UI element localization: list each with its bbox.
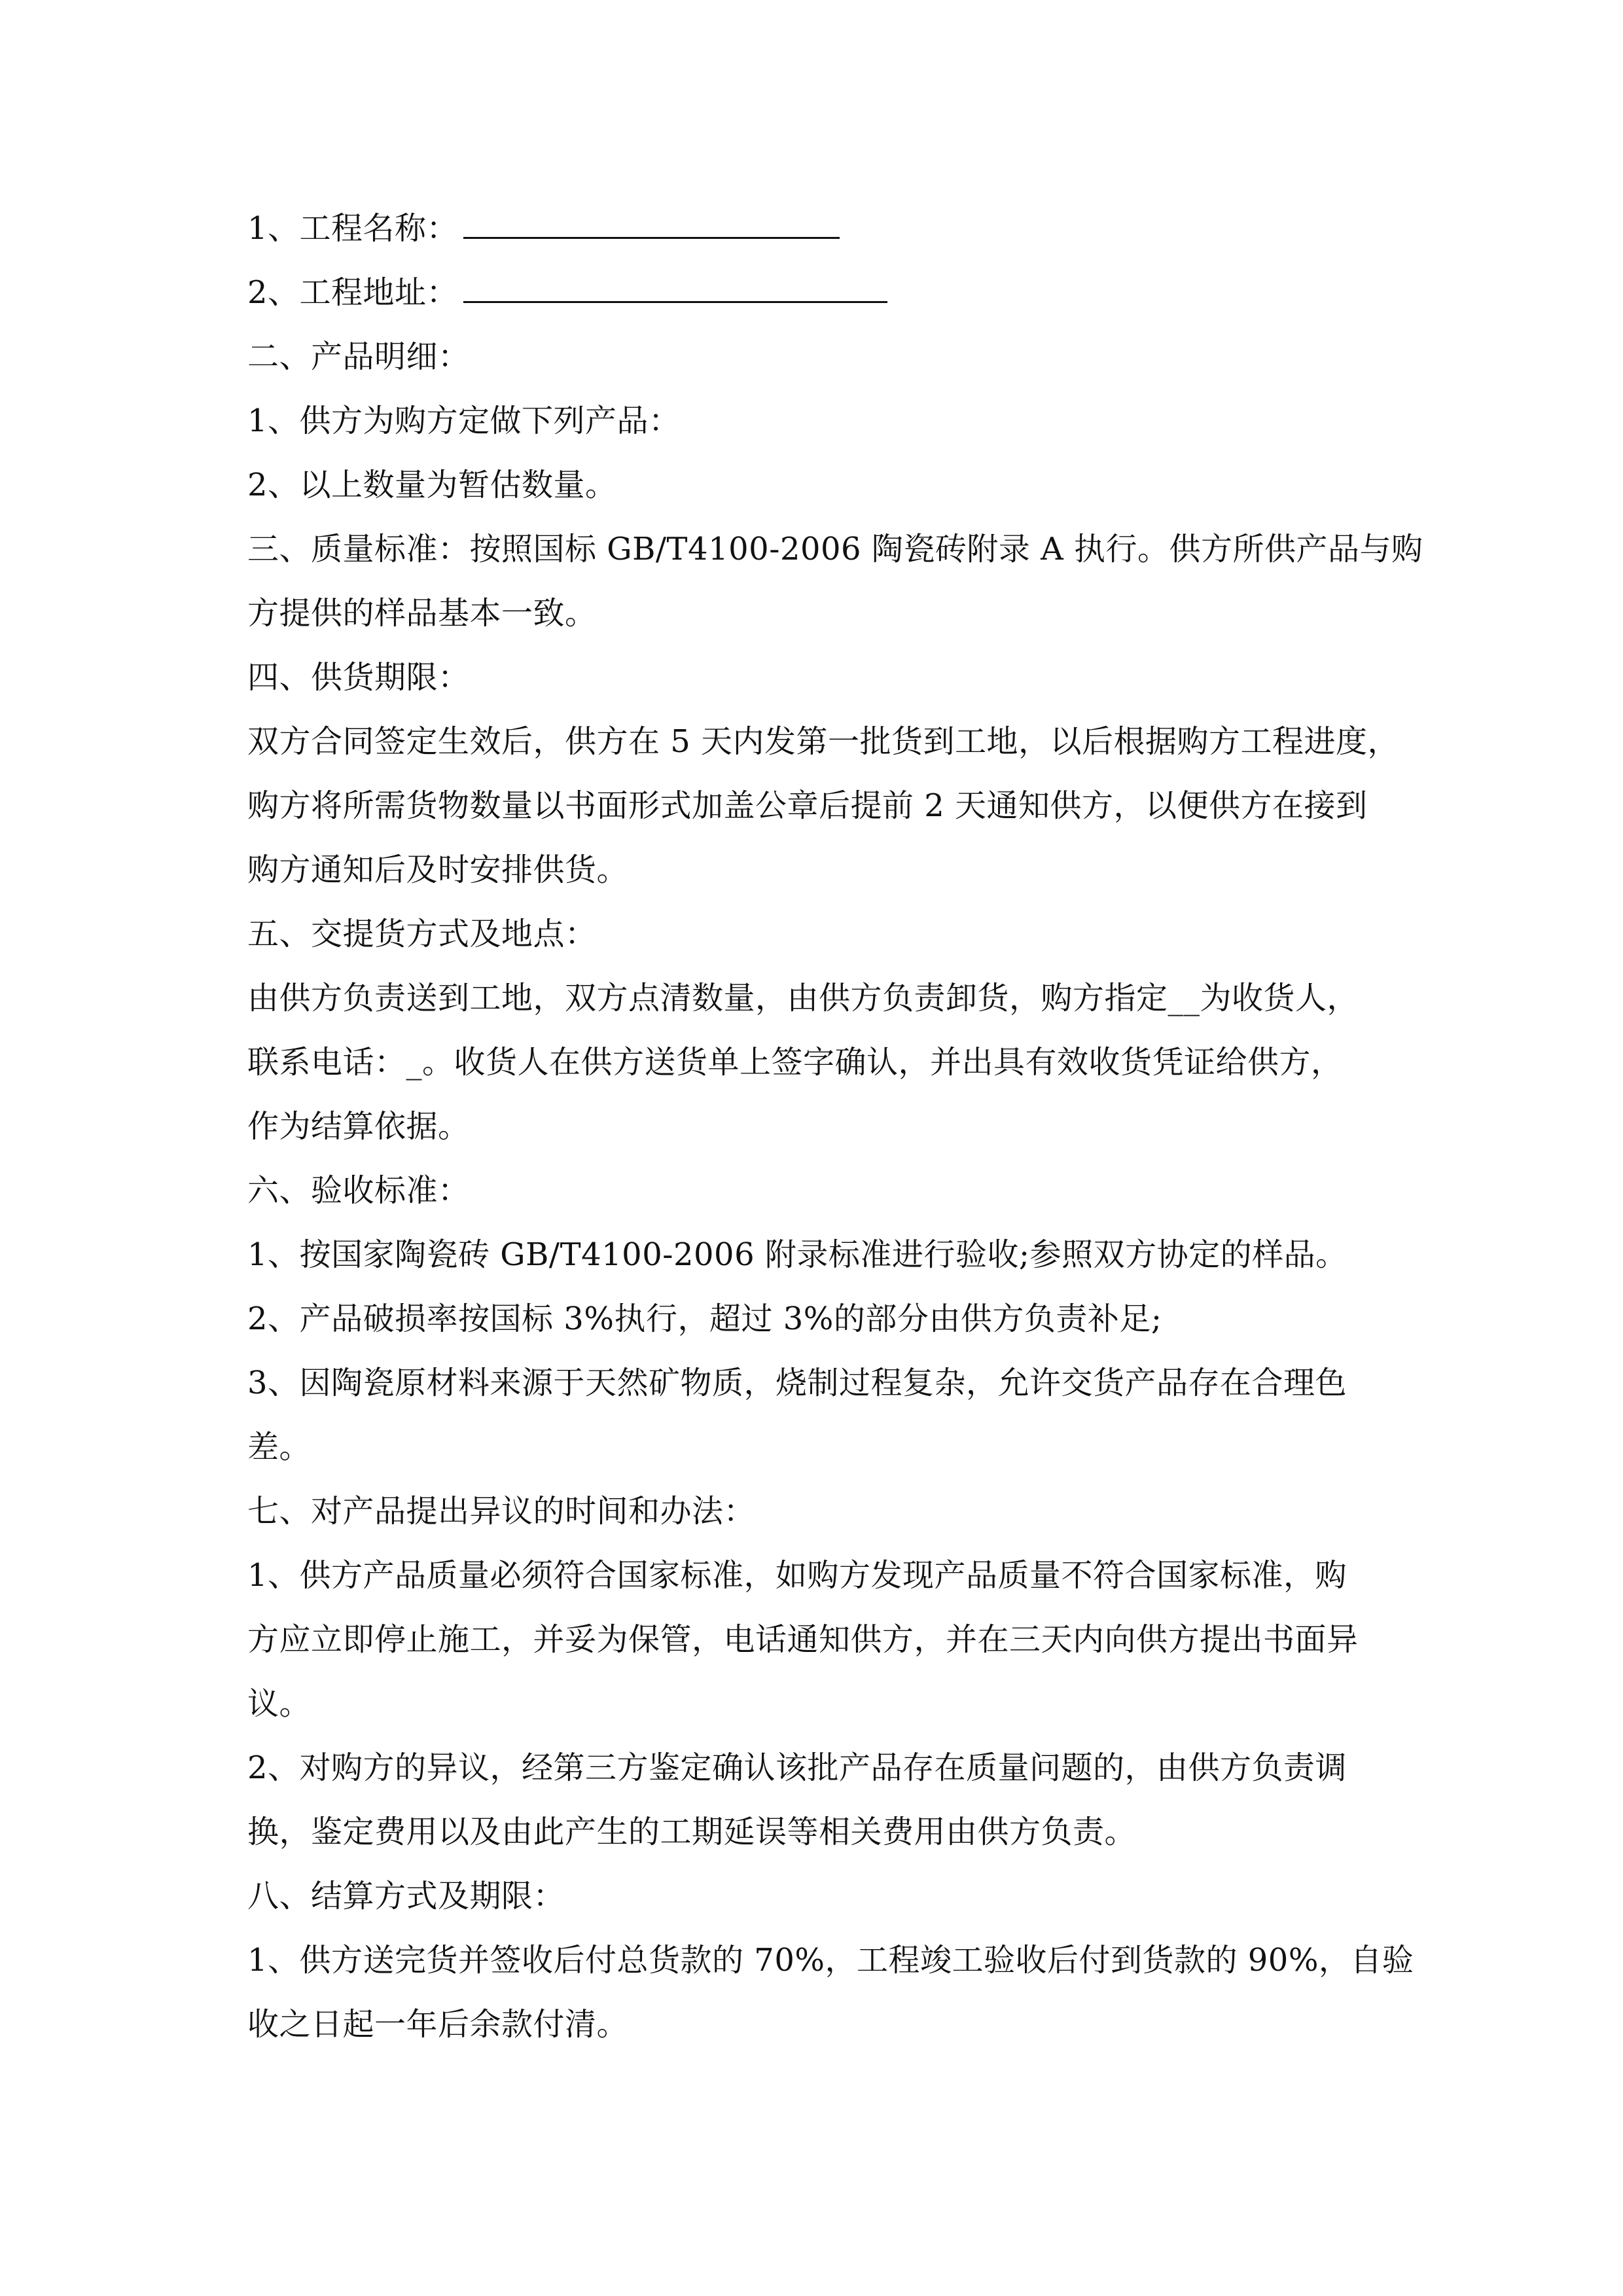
section-heading-acceptance: 六、验收标准： (247, 1172, 470, 1209)
project-address-row (247, 260, 1399, 325)
paragraph-line: 购方通知后及时安排供货。 (247, 852, 629, 888)
paragraph-line: 1、供方送完货并签收后付总货款的 70%，工程竣工验收后付到货款的 90%，自验 (247, 1942, 1414, 1979)
paragraph-line: 2、以上数量为暂估数量。 (247, 467, 617, 503)
project-name-row (247, 196, 1399, 260)
paragraph-line: 2、产品破损率按国标 3%执行，超过 3%的部分由供方负责补足; (247, 1300, 1162, 1337)
section-heading-settlement: 八、结算方式及期限： (247, 1878, 565, 1914)
section-heading-supply-period: 四、供货期限： (247, 659, 470, 696)
paragraph-line: 双方合同签定生效后，供方在 5 天内发第一批货到工地，以后根据购方工程进度， (247, 723, 1400, 760)
paragraph-line: 购方将所需货物数量以书面形式加盖公章后提前 2 天通知供方，以便供方在接到 (247, 787, 1368, 824)
paragraph-line: 联系电话：_。收货人在供方送货单上签字确认，并出具有效收货凭证给供方， (247, 1044, 1343, 1081)
paragraph-line: 收之日起一年后余款付清。 (247, 2006, 629, 2043)
section-heading-products: 二、产品明细： (247, 338, 470, 375)
paragraph-line: 3、因陶瓷原材料来源于天然矿物质，烧制过程复杂，允许交货产品存在合理色 (247, 1365, 1347, 1401)
paragraph-line: 1、供方产品质量必须符合国家标准，如购方发现产品质量不符合国家标准，购 (247, 1557, 1347, 1594)
paragraph-line: 方提供的样品基本一致。 (247, 595, 597, 632)
section-heading-delivery: 五、交提货方式及地点： (247, 916, 597, 952)
paragraph-line: 由供方负责送到工地，双方点清数量，由供方负责卸货，购方指定__为收货人， (247, 980, 1359, 1016)
section-heading-objection: 七、对产品提出异议的时间和办法： (247, 1493, 756, 1530)
project-address-blank[interactable] (463, 274, 887, 303)
project-name-blank[interactable] (463, 209, 840, 239)
paragraph-line: 2、对购方的异议，经第三方鉴定确认该批产品存在质量问题的，由供方负责调 (247, 1749, 1347, 1786)
contract-page (247, 196, 1423, 2056)
paragraph-line: 议。 (247, 1685, 312, 1722)
section-heading-quality: 三、质量标准：按照国标 GB/T4100-2006 陶瓷砖附录 A 执行。供方所供产品与购 (247, 531, 1423, 567)
paragraph-line: 换，鉴定费用以及由此产生的工期延误等相关费用由供方负责。 (247, 1814, 1137, 1850)
paragraph-line: 差。 (247, 1429, 312, 1465)
paragraph-line: 1、供方为购方定做下列产品： (247, 403, 681, 439)
paragraph-line: 1、按国家陶瓷砖 GB/T4100-2006 附录标准进行验收;参照双方协定的样品。 (247, 1236, 1347, 1273)
paragraph-line: 作为结算依据。 (247, 1108, 470, 1145)
paragraph-line: 方应立即停止施工，并妥为保管，电话通知供方，并在三天内向供方提出书面异 (247, 1621, 1359, 1658)
project-name-label: 1、工程名称： (247, 210, 459, 247)
project-address-label: 2、工程地址： (247, 274, 459, 311)
